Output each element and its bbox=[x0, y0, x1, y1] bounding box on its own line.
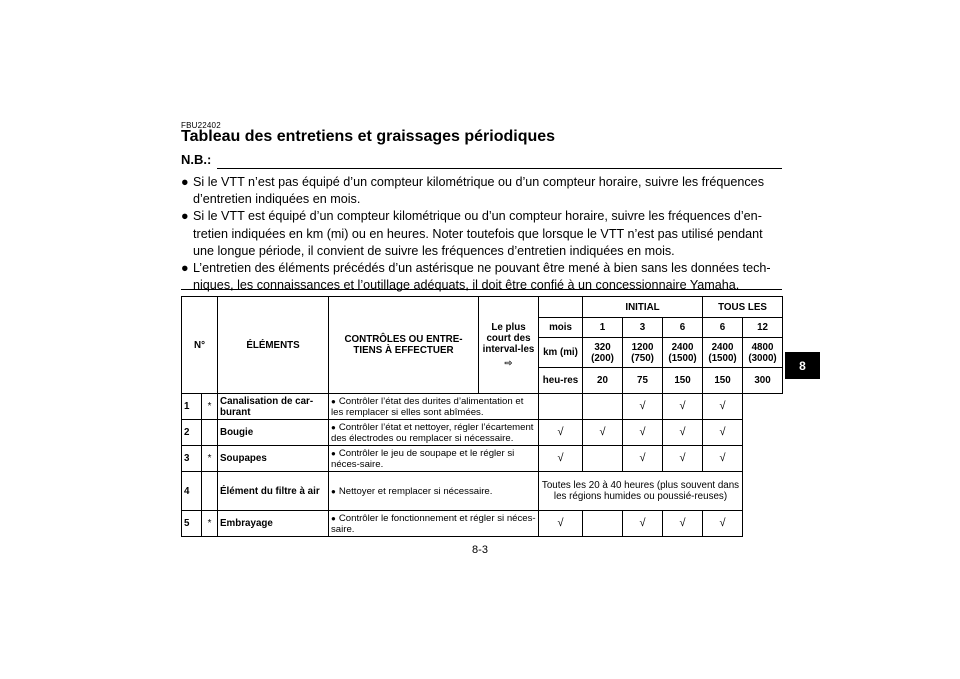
row-num: 2 bbox=[182, 420, 202, 446]
heures-value: 300 bbox=[743, 368, 783, 394]
note-text: Si le VTT n’est pas équipé d’un compteur kilométrique ou d’un compteur horaire, suivre les fréquences d’entretien indiquées en mois. bbox=[193, 175, 764, 207]
bullet-icon: ● bbox=[331, 422, 336, 432]
check-mark-icon: √ bbox=[539, 511, 583, 537]
row-num: 3 bbox=[182, 446, 202, 472]
bullet-icon: ● bbox=[181, 261, 189, 276]
header-controls: CONTRÔLES OU ENTRE-TIENS À EFFECTUER bbox=[329, 297, 479, 394]
header-tous-les: TOUS LES bbox=[703, 297, 783, 318]
interval-note: Toutes les 20 à 40 heures (plus souvent dans les régions humides ou poussié-reuses) bbox=[539, 472, 743, 511]
check-mark-icon: √ bbox=[623, 511, 663, 537]
unit-km: km (mi) bbox=[539, 338, 583, 368]
notes-end-rule bbox=[181, 289, 782, 290]
mois-value: 6 bbox=[663, 318, 703, 338]
check-mark-icon: √ bbox=[623, 446, 663, 472]
bullet-icon: ● bbox=[181, 209, 189, 224]
row-control bbox=[329, 420, 539, 446]
table-row bbox=[182, 446, 783, 472]
header-le-plus bbox=[479, 297, 539, 394]
check-mark-icon: √ bbox=[703, 420, 743, 446]
header-num: N° bbox=[182, 297, 218, 394]
row-element: Canalisation de car-burant bbox=[218, 394, 329, 420]
arrow-right-icon: ⇨ bbox=[504, 357, 513, 369]
note-item bbox=[181, 208, 782, 260]
document-code: FBU22402 bbox=[181, 121, 221, 130]
nb-label: N.B.: bbox=[181, 152, 212, 167]
table-row bbox=[182, 472, 783, 511]
check-mark-icon: √ bbox=[663, 394, 703, 420]
km-value: 4800 (3000) bbox=[743, 338, 783, 368]
bullet-icon: ● bbox=[331, 396, 336, 406]
bullet-icon: ● bbox=[331, 513, 336, 523]
heures-value: 20 bbox=[583, 368, 623, 394]
note-text: L’entretien des éléments précédés d’un astérisque ne pouvant être mené à bien sans les données tech-niques, les connaissances et l’outillage adéquats, il doit être confié à un concessionnaire Yamaha. bbox=[193, 261, 771, 293]
row-element: Bougie bbox=[218, 420, 329, 446]
row-control bbox=[329, 511, 539, 537]
heures-value: 75 bbox=[623, 368, 663, 394]
asterisk: * bbox=[202, 394, 218, 420]
row-element: Embrayage bbox=[218, 511, 329, 537]
maintenance-table bbox=[181, 296, 783, 537]
table-row bbox=[182, 394, 783, 420]
header-elements: ÉLÉMENTS bbox=[218, 297, 329, 394]
check-mark-icon: √ bbox=[703, 446, 743, 472]
header-corner bbox=[539, 297, 583, 318]
check-mark-icon: √ bbox=[663, 511, 703, 537]
mois-value: 6 bbox=[703, 318, 743, 338]
unit-mois: mois bbox=[539, 318, 583, 338]
table-row bbox=[182, 420, 783, 446]
check-mark-icon: √ bbox=[539, 446, 583, 472]
page-number: 8-3 bbox=[472, 544, 488, 556]
nb-header bbox=[181, 152, 782, 170]
row-control bbox=[329, 472, 539, 511]
check-mark-icon: √ bbox=[663, 420, 703, 446]
check-mark-icon: √ bbox=[623, 420, 663, 446]
row-control-text: Contrôler l’état et nettoyer, régler l’écartement des électrodes ou remplacer si nécessaire. bbox=[331, 421, 534, 444]
asterisk bbox=[202, 472, 218, 511]
row-control bbox=[329, 394, 539, 420]
row-control bbox=[329, 446, 539, 472]
bullet-icon: ● bbox=[331, 448, 336, 458]
mois-value: 1 bbox=[583, 318, 623, 338]
row-control-text: Contrôler le jeu de soupape et le régler si néces-saire. bbox=[331, 447, 515, 470]
mois-value: 12 bbox=[743, 318, 783, 338]
header-le-plus-text: Le plus court des interval-les bbox=[482, 321, 535, 355]
header-initial: INITIAL bbox=[583, 297, 703, 318]
row-num: 4 bbox=[182, 472, 202, 511]
check-mark-icon: √ bbox=[583, 420, 623, 446]
nb-rule bbox=[217, 168, 782, 169]
row-control-text: Nettoyer et remplacer si nécessaire. bbox=[338, 485, 493, 497]
notes-list bbox=[181, 174, 782, 294]
check-cell bbox=[583, 511, 623, 537]
asterisk: * bbox=[202, 511, 218, 537]
asterisk: * bbox=[202, 446, 218, 472]
mois-value: 3 bbox=[623, 318, 663, 338]
km-value: 2400 (1500) bbox=[663, 338, 703, 368]
heures-value: 150 bbox=[663, 368, 703, 394]
page-title: Tableau des entretiens et graissages périodiques bbox=[181, 128, 556, 145]
row-element: Soupapes bbox=[218, 446, 329, 472]
km-value: 320 (200) bbox=[583, 338, 623, 368]
row-num: 5 bbox=[182, 511, 202, 537]
bullet-icon: ● bbox=[181, 175, 189, 189]
row-element: Élément du filtre à air bbox=[218, 472, 329, 511]
row-num: 1 bbox=[182, 394, 202, 420]
row-control-text: Contrôler l’état des durites d’alimentation et les remplacer si elles sont abîmées. bbox=[331, 395, 524, 418]
check-cell bbox=[583, 394, 623, 420]
row-control-text: Contrôler le fonctionnement et régler si néces-saire. bbox=[331, 512, 536, 535]
check-mark-icon: √ bbox=[703, 511, 743, 537]
bullet-icon: ● bbox=[331, 486, 336, 496]
km-value: 2400 (1500) bbox=[703, 338, 743, 368]
km-value: 1200 (750) bbox=[623, 338, 663, 368]
check-mark-icon: √ bbox=[663, 446, 703, 472]
note-item bbox=[181, 174, 782, 208]
unit-heures: heu-res bbox=[539, 368, 583, 394]
check-mark-icon: √ bbox=[539, 420, 583, 446]
check-cell bbox=[539, 394, 583, 420]
check-mark-icon: √ bbox=[623, 394, 663, 420]
check-cell bbox=[583, 446, 623, 472]
table-row bbox=[182, 511, 783, 537]
heures-value: 150 bbox=[703, 368, 743, 394]
section-tab: 8 bbox=[785, 352, 820, 379]
note-text: Si le VTT est équipé d’un compteur kilométrique ou d’un compteur horaire, suivre les fréquences d’en-tretien indiquées en km (mi) ou en heures. Noter toutefois que lorsque le VTT n’est pas utilisé pendant une longue période, il convient de suivre les fréquences d’entretien indiquées en mois. bbox=[193, 209, 763, 258]
check-mark-icon: √ bbox=[703, 394, 743, 420]
asterisk bbox=[202, 420, 218, 446]
